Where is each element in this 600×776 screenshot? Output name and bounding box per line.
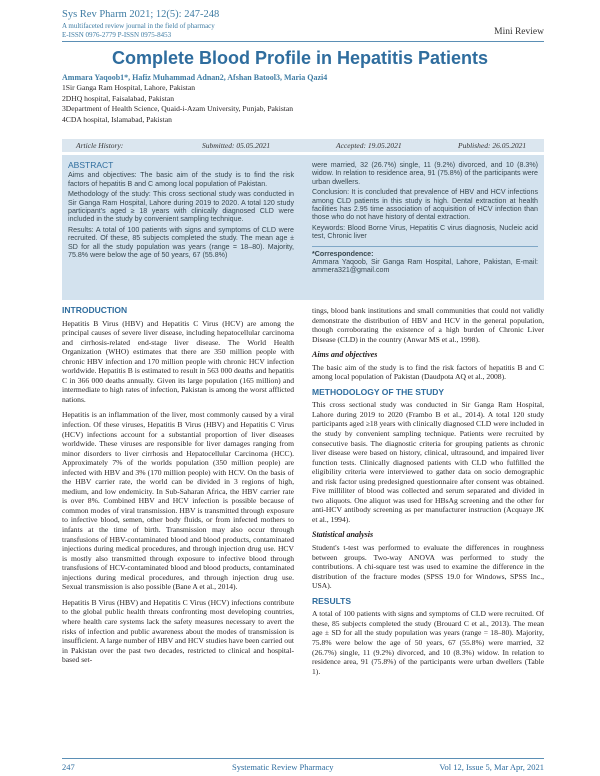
abstract-results: Results: A total of 100 patients with signs and symptoms of CLD were recruited. Of these, 85 subjects completed the study. The mean age ± SD for all the study population was years (range = 18–80). Majority, 75.8% were below the age of 50 years, 67 (55.8%)	[68, 225, 294, 260]
journal-tagline: A multifaceted review journal in the field of pharmacy	[62, 22, 215, 30]
journal-issn: E-ISSN 0976-2779 P-ISSN 0975-8453	[62, 30, 172, 39]
page-number: 247	[62, 762, 75, 772]
footer-issue: Vol 12, Issue 5, Mar Apr, 2021	[439, 762, 544, 772]
history-label: Article History:	[76, 141, 124, 150]
abstract-heading: ABSTRACT	[68, 160, 114, 170]
statistical-analysis-text: Student's t-test was performed to evaluate the differences in roughness between groups. Two-way ANOVA was performed to study the contributions. A chi-square test was used to examine the difference in the distribution of the fracture modes (SPSS 19.0 for Windows, SPSS Inc., USA).	[312, 543, 544, 591]
results-text: A total of 100 patients with signs and symptoms of CLD were recruited. Of these, 85 subjects completed the study (Brouard C et al., 2013). The mean age ± SD for all the study population was years (range = 18–80). Majority, 75.8% were below the age of 50 years, 67 (55.8%) were married, 32 (26.7%) single, 11 (9.2%) divorced, and 10 (8.3%) widow. In relation to residence area, 91 (75.8%) of the participants were urban dwellers (Table 1).	[312, 609, 544, 676]
correspondence-label: *Correspondence:	[312, 249, 374, 258]
aims-heading: Aims and objectives	[312, 350, 378, 360]
right-column	[312, 306, 544, 682]
intro-paragraph-3-cont: tings, blood bank institutions and small communities that could not validly demonstrate the distribution of HBV and HCV in the general population, though corroborating the existence of a high burden of Chronic Liver Disease (CLD) in the country (Anwar MS et al., 1998).	[312, 306, 544, 344]
footer-divider	[62, 758, 544, 759]
abstract-box	[62, 155, 544, 300]
intro-paragraph-2: Hepatitis is an inflammation of the liver, most commonly caused by a viral infection. Of these viruses, Hepatitis B Virus (HBV) and Hepatitis C Virus (HCV) infections account for a substantial proportion of liver diseases worldwide. These viruses are responsible for liver damages ranging from minor disorders to liver cirrhosis and Hepatocellular Carcinoma (HCC). Approximately 7% of the worlds population (350 million people) are infected with HBV and 3% (170 million people) with HCV. On the basis of the HBV carrier rate, the world can be divided in 3 regions of high, medium, and low endemicity. In Sub-Saharan Africa, the HBV carrier rate is over 8%. Combined HBV and HCV infection is possible because of common modes of viral transmission. HBV is transmitted through exposure to infective blood, semen, other body fluids, or from infected mothers to infants at the time of birth. Transmission may also occur through transfusions of HBV-contaminated blood and blood products, contaminated injections during medical procedures, and through injection drug use. HCV is mostly also transmitted through exposure to infective blood through transfusions of HCV-contaminated blood and blood products, contaminated injections during medical procedures, and through injection drug use. Sexual transmission is also possible (Bane A et al., 2014).	[62, 410, 294, 592]
header-divider	[62, 41, 544, 42]
accepted-date: Accepted: 19.05.2021	[336, 141, 402, 150]
abstract-results-cont: were married, 32 (26.7%) single, 11 (9.2%) divorced, and 10 (8.3%) widow. In relation to residence area, 91 (75.8%) of the participants were urban dwellers.	[312, 161, 538, 186]
affiliation-1: 1Sir Ganga Ram Hospital, Lahore, Pakistan	[62, 83, 196, 92]
abstract-left	[68, 161, 294, 261]
affiliation-2: 2DHQ hospital, Faisalabad, Pakistan	[62, 93, 174, 103]
methodology-text: This cross sectional study was conducted in Sir Ganga Ram Hospital, Lahore during 2019 to 2020 (Frambo B et al., 2014). A total 120 study participants aged ≥18 years with clinically diagnosed CLD were included in the study by convenient sampling technique. Patients were recruited by consecutive basis. The diagnostic criteria for grouping patients as chronic liver disease were based on history, clinical, ultrasound, and impaired liver function tests. Clinically diagnosed patients with CLD who fulfilled the eligibility criteria were interviewed to gather data on socio demographic and risk factor using predesigned questionnaire after consent was obtained. Five milliliter of blood was collected and serum separated and divided in two aliquots. One aliquot was used for HBsAg screening and the other for anti-HCV antibody screening as per manufacturer instruction (Acquaye JK et al., 1994).	[312, 400, 544, 524]
correspondence-text: Ammara Yaqoob, Sir Ganga Ram Hospital, Lahore, Pakistan, E-mail: ammera321@gmail.com	[312, 258, 538, 275]
methodology-heading: METHODOLOGY OF THE STUDY	[312, 386, 445, 397]
article-title: Complete Blood Profile in Hepatitis Patients	[111, 48, 489, 68]
results-heading: RESULTS	[312, 595, 352, 606]
submitted-date: Submitted: 05.05.2021	[202, 141, 271, 150]
published-date: Published: 26.05.2021	[458, 141, 527, 150]
abstract-methodology: Methodology of the study: This cross sectional study was conducted in Sir Ganga Ram Hospital, Lahore during 2019 to 2020. A total 120 study participant's aged ≥ 18 years with clinically diagnosed CLD were included in the study by convenient sampling technique.	[68, 190, 294, 224]
statistical-analysis-heading: Statistical analysis	[312, 530, 374, 540]
intro-paragraph-3: Hepatitis B Virus (HBV) and Hepatitis C Virus (HCV) infections contribute to the global public health threats confronting most developing countries, where health care systems lack the safety measures necessary to avert the risks of infection and public awareness about the modes of transmission is insufficient. A large number of HBV and HCV studies have been carried out in Pakistan over the past two decades, restricted to clinical and hospital-based set-	[62, 597, 294, 665]
correspondence-divider	[312, 246, 538, 247]
abstract-keywords: Keywords: Blood Borne Virus, Hepatitis C virus diagnosis, Nucleic acid test, Chronic liver	[312, 223, 538, 241]
article-type: Mini Review	[494, 27, 544, 37]
affiliation-3: 3Department of Health Science, Quaid-i-Azam University, Punjab, Pakistan	[62, 104, 294, 113]
introduction-heading: INTRODUCTION	[62, 305, 128, 315]
intro-paragraph-1: Hepatitis B Virus (HBV) and Hepatitis C Virus (HCV) are among the principal causes of severe liver disease, including hepatocellular carcinoma and cirrhosis-related end-stage liver disease. The World Health Organization (WHO) estimates that there are 350 million people with chronic HBV infection and 170 million people with chronic HCV infection worldwide. Hepatitis B is estimated to result in 563 000 deaths and hepatitis C in 366 000 deaths annually. Given its large population (165 million) and intermediate to high rates of infection, Pakistan is among the worst afflicted nations.	[62, 318, 294, 404]
affiliations	[62, 83, 293, 125]
affiliation-4: 4CDA hospital, Islamabad, Pakistan	[62, 114, 172, 124]
left-column	[62, 306, 294, 671]
author-list: Ammara Yaqoob1*, Hafiz Muhammad Adnan2, Afshan Batool3, Maria Qazi4	[62, 73, 328, 82]
aims-text: The basic aim of the study is to find the risk factors of hepatitis B and C among local population of Pakistan (Daudpota AQ et al., 2008).	[312, 362, 544, 382]
footer-journal: Systematic Review Pharmacy	[232, 762, 334, 772]
journal-citation: Sys Rev Pharm 2021; 12(5): 247-248	[62, 9, 220, 20]
journal-subtitle	[62, 22, 215, 39]
abstract-aims: Aims and objectives: The basic aim of the study is to find the risk factors of hepatitis B and C among local population of Pakistan.	[68, 171, 294, 188]
abstract-right	[312, 161, 538, 277]
article-history-bar	[62, 139, 544, 152]
abstract-conclusion: Conclusion: It is concluded that prevalence of HBV and HCV infections among CLD patients in this study is high. Dental extraction at health facilities has 2.95 time association of acquisition of HCV infection than those who do not have history of dental extraction.	[312, 188, 538, 222]
